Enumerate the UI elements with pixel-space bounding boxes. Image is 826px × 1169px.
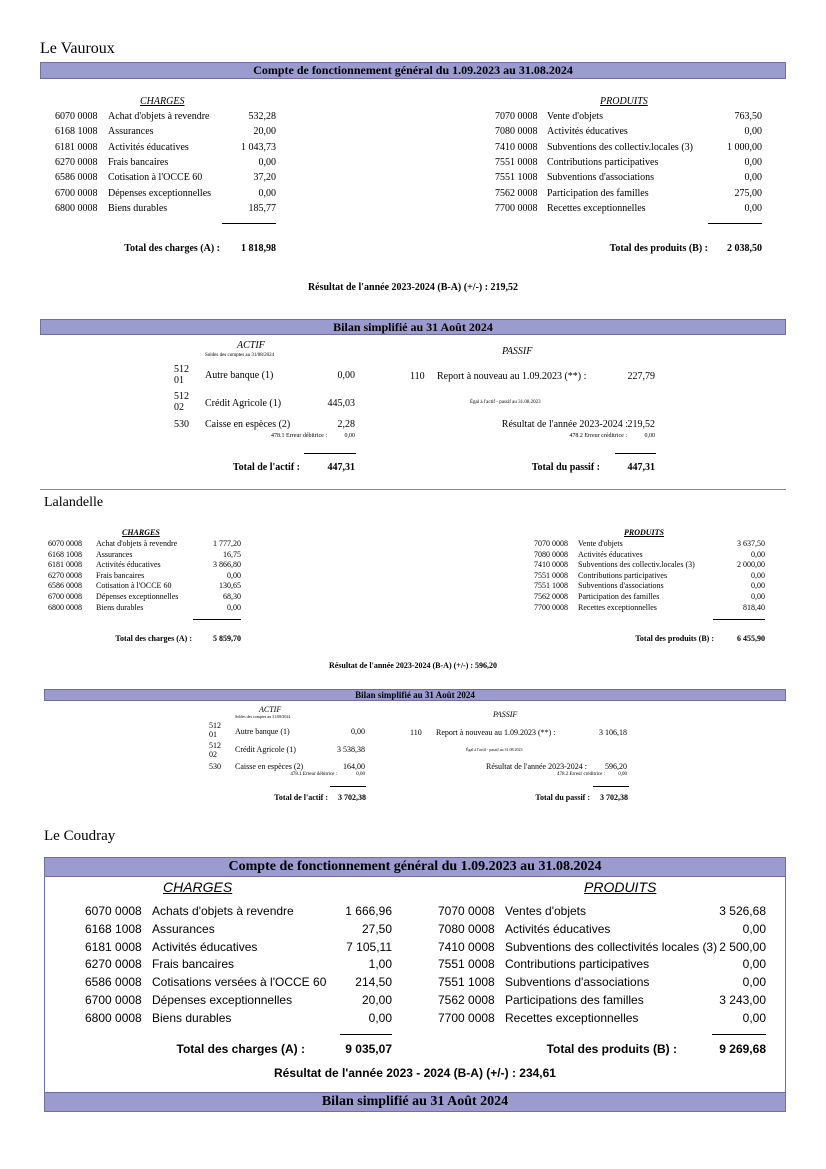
account-amount: 16,75	[223, 549, 241, 559]
account-amount: 763,50	[734, 111, 762, 122]
account-code: 6270 0008	[55, 156, 98, 168]
account-title-bar: Compte de fonctionnement général du 1.09.2023 au 31.08.2024	[44, 857, 786, 877]
account-amount: 532,28	[248, 111, 276, 122]
report-label: Report à nouveau au 1.09.2023 (**) :	[436, 728, 556, 737]
report-amount: 3 106,18	[599, 728, 627, 737]
total-produits-label: Total des produits (B) :	[609, 243, 708, 254]
account-amount: 20,00	[253, 126, 276, 138]
erreur-creditrice-value: 0,00	[618, 772, 627, 777]
total-charges-label: Total des charges (A) :	[124, 243, 220, 254]
account-label: Vente d'objets	[578, 539, 623, 548]
bilan-title-bar: Bilan simplifié au 31 Août 2024	[40, 319, 786, 335]
account-amount: 0,00	[742, 1010, 766, 1025]
school-name: Le Coudray	[44, 828, 116, 844]
resultat-line: Résultat de l'année 2023 - 2024 (B-A) (+/-) : 234,61	[274, 1066, 556, 1080]
account-label: Subventions d'associations	[578, 581, 664, 591]
actif-amount-2: 445,03	[327, 398, 355, 409]
account-label: Recettes exceptionnelles	[505, 1010, 639, 1025]
produits-header: PRODUITS	[624, 528, 665, 537]
total-charges-label: Total des charges (A) :	[176, 1042, 305, 1056]
account-code: 6800 0008	[55, 202, 98, 214]
account-code: 7700 0008	[534, 602, 568, 612]
actif-code-3: 530	[209, 762, 221, 771]
report-code: 110	[410, 371, 425, 382]
account-code: 7551 1008	[495, 172, 538, 184]
total-produits-label: Total des produits (B) :	[635, 634, 714, 643]
actif-amount-3: 2,28	[337, 419, 355, 430]
account-amount: 0,00	[742, 975, 766, 990]
bilan-title-bar: Bilan simplifié au 31 Août 2024	[44, 1092, 786, 1112]
account-label: Cotisation à l'OCCE 60	[96, 581, 172, 591]
account-amount: 3 243,00	[719, 993, 766, 1007]
actif-amount-1: 0,00	[351, 727, 365, 736]
produits-header: PRODUITS	[600, 96, 648, 107]
charges-header: CHARGES	[140, 96, 185, 107]
account-amount: 0,00	[368, 1010, 392, 1025]
actif-code-2: 512 02	[174, 391, 189, 413]
account-title-bar: Compte de fonctionnement général du 1.09.2023 au 31.08.2024	[40, 62, 786, 79]
total-charges-label: Total des charges (A) :	[115, 634, 192, 643]
account-code: 7410 0008	[438, 939, 495, 954]
account-label: Subventions des collectivités locales (3)	[505, 939, 718, 954]
account-label: Biens durables	[96, 602, 144, 612]
account-amount: 3 526,68	[719, 904, 766, 918]
account-code: 7410 0008	[534, 560, 568, 570]
account-amount: 3 866,80	[213, 560, 241, 570]
account-code: 6800 0008	[48, 602, 82, 612]
account-label: Subventions des collectiv.locales (3)	[578, 560, 695, 570]
school-name: Le Vauroux	[40, 40, 115, 57]
account-label: Achats d'objets à revendre	[152, 904, 294, 918]
erreur-debitrice-value: 0,00	[344, 433, 355, 439]
erreur-debitrice-value: 0,00	[356, 772, 365, 777]
account-code: 6270 0008	[85, 957, 142, 972]
bilan-title-bar: Bilan simplifié au 31 Août 2024	[44, 689, 786, 701]
actif-subheader: Soldes des comptes au 31/08/2024	[235, 714, 291, 719]
account-label: Activités éducatives	[152, 939, 258, 954]
account-amount: 0,00	[744, 202, 762, 214]
account-code: 7562 0008	[495, 187, 538, 199]
account-code: 7551 0008	[495, 156, 538, 168]
total-passif-label: Total du passif :	[531, 462, 600, 473]
account-amount: 0,00	[258, 187, 276, 199]
account-code: 6181 0008	[85, 939, 142, 954]
account-amount: 0,00	[744, 156, 762, 168]
total-passif-value: 447,31	[627, 462, 655, 473]
account-code: 6586 0008	[55, 172, 98, 184]
actif-label-2: Crédit Agricole (1)	[205, 398, 282, 409]
account-code: 6070 0008	[48, 539, 82, 548]
account-amount: 37,20	[253, 172, 276, 184]
total-actif-value: 447,31	[327, 462, 355, 473]
resultat-annee-label: Résultat de l'année 2023-2024 :	[486, 762, 587, 771]
charges-header: CHARGES	[122, 528, 160, 537]
erreur-debitrice-label: 478.1 Erreur débitrice :	[271, 433, 327, 439]
account-code: 7700 0008	[495, 202, 538, 214]
actif-header: ACTIF	[237, 340, 265, 351]
passif-header: PASSIF	[502, 346, 533, 357]
account-code: 7070 0008	[495, 111, 538, 122]
erreur-creditrice-label: 478.2 Erreur créditrice :	[569, 433, 627, 439]
total-produits-value: 6 455,90	[737, 634, 765, 643]
account-label: Cotisations versées à l'OCCE 60	[152, 975, 327, 990]
actif-subheader: Soldes des comptes au 31/08/2024	[205, 353, 275, 358]
account-code: 6168 1008	[85, 921, 142, 936]
account-code: 7562 0008	[534, 592, 568, 601]
report-code: 110	[410, 728, 422, 737]
account-label: Achat d'objets à revendre	[108, 111, 210, 122]
account-label: Assurances	[108, 126, 154, 138]
resultat-line: Résultat de l'année 2023-2024 (B-A) (+/-) : 596,20	[328, 661, 498, 670]
total-produits-value: 2 038,50	[727, 243, 762, 254]
resultat-annee-amount: 219,52	[627, 419, 655, 430]
resultat-line: Résultat de l'année 2023-2024 (B-A) (+/-) : 219,52	[307, 282, 519, 293]
egal-note: Égal à l'actif - passif au 31.08.2023	[470, 400, 541, 405]
account-code: 6168 1008	[48, 549, 82, 559]
account-code: 7080 0008	[534, 549, 568, 559]
account-amount: 185,77	[248, 202, 276, 214]
account-label: Dépenses exceptionnelles	[152, 993, 293, 1007]
account-amount: 2 000,00	[737, 560, 765, 570]
account-amount: 7 105,11	[346, 939, 392, 954]
account-label: Subventions d'associations	[505, 975, 650, 990]
account-label: Subventions d'associations	[547, 172, 655, 184]
account-amount: 0,00	[744, 172, 762, 184]
account-code: 6700 0008	[55, 187, 98, 199]
account-code: 7700 0008	[438, 1010, 495, 1025]
account-code: 6700 0008	[85, 993, 142, 1007]
actif-code-1: 512 01	[209, 721, 221, 739]
account-amount: 0,00	[744, 126, 762, 138]
account-code: 7080 0008	[438, 921, 495, 936]
account-amount: 1 666,96	[345, 904, 392, 918]
account-amount: 0,00	[742, 957, 766, 972]
total-actif-value: 3 702,38	[338, 793, 366, 802]
account-amount: 0,00	[227, 570, 241, 580]
account-code: 7410 0008	[495, 141, 538, 153]
erreur-creditrice-value: 0,00	[644, 433, 655, 439]
total-actif-label: Total de l'actif :	[232, 462, 300, 473]
account-label: Activités éducatives	[578, 549, 643, 559]
account-code: 6586 0008	[48, 581, 82, 591]
actif-amount-2: 3 538,38	[337, 745, 365, 754]
account-label: Participation des familles	[547, 187, 649, 199]
total-charges-value: 5 859,70	[213, 634, 241, 643]
total-produits-label: Total des produits (B) :	[546, 1042, 677, 1056]
account-amount: 0,00	[751, 549, 765, 559]
account-code: 7070 0008	[534, 539, 568, 548]
account-label: Frais bancaires	[152, 957, 235, 972]
account-amount: 0,00	[751, 570, 765, 580]
account-amount: 1 777,20	[213, 539, 241, 548]
account-code: 7070 0008	[438, 904, 495, 918]
account-code: 7562 0008	[438, 993, 495, 1007]
account-code: 6181 0008	[48, 560, 82, 570]
account-amount: 20,00	[361, 993, 392, 1007]
account-label: Assurances	[152, 921, 215, 936]
account-label: Vente d'objets	[547, 111, 603, 122]
account-label: Ventes d'objets	[505, 904, 587, 918]
account-code: 7551 0008	[438, 957, 495, 972]
account-label: Recettes exceptionnelles	[547, 202, 646, 214]
produits-header: PRODUITS	[584, 879, 657, 895]
account-code: 6070 0008	[55, 111, 98, 122]
account-label: Achat d'objets à revendre	[96, 539, 178, 548]
actif-label-3: Caisse en espèces (2)	[205, 419, 291, 430]
account-label: Recettes exceptionnelles	[578, 602, 657, 612]
account-amount: 818,40	[743, 602, 765, 612]
account-label: Activités éducatives	[96, 560, 161, 570]
account-code: 6270 0008	[48, 570, 82, 580]
total-actif-label: Total de l'actif :	[274, 793, 328, 802]
account-code: 6586 0008	[85, 975, 142, 990]
account-amount: 68,30	[223, 592, 241, 601]
resultat-annee-label: Résultat de l'année 2023-2024 :	[501, 419, 628, 430]
total-charges-value: 9 035,07	[345, 1042, 392, 1056]
resultat-annee-amount: 596,20	[605, 762, 627, 771]
account-code: 7080 0008	[495, 126, 538, 138]
account-code: 6700 0008	[48, 592, 82, 601]
account-label: Subventions des collectiv.locales (3)	[547, 141, 693, 153]
account-label: Assurances	[96, 549, 133, 559]
charges-header: CHARGES	[163, 879, 233, 895]
actif-amount-1: 0,00	[337, 370, 355, 381]
account-label: Contributions participatives	[505, 957, 650, 972]
account-amount: 130,65	[219, 581, 241, 591]
account-amount: 214,50	[355, 975, 392, 990]
account-code: 7551 1008	[534, 581, 568, 591]
total-charges-value: 1 818,98	[241, 243, 276, 254]
actif-amount-3: 164,00	[343, 762, 365, 771]
account-label: Dépenses exceptionnelles	[96, 592, 179, 601]
account-label: Activités éducatives	[108, 141, 189, 153]
account-amount: 0,00	[227, 602, 241, 612]
actif-label-2: Crédit Agricole (1)	[235, 745, 296, 754]
actif-header: ACTIF	[259, 705, 282, 714]
account-amount: 0,00	[751, 581, 765, 591]
account-label: Cotisation à l'OCCE 60	[108, 172, 203, 184]
account-label: Activités éducatives	[547, 126, 628, 138]
account-code: 6800 0008	[85, 1010, 142, 1025]
actif-code-1: 512 01	[174, 364, 189, 386]
total-passif-value: 3 702,38	[600, 793, 628, 802]
account-amount: 1,00	[368, 957, 392, 972]
report-amount: 227,79	[627, 371, 655, 382]
report-label: Report à nouveau au 1.09.2023 (**) :	[437, 371, 587, 382]
account-code: 7551 0008	[534, 570, 568, 580]
account-amount: 1 000,00	[727, 141, 762, 153]
egal-note: Égal à l'actif - passif au 31.08.2023	[466, 747, 523, 752]
account-label: Contributions participatives	[547, 156, 659, 168]
account-amount: 0,00	[751, 592, 765, 601]
account-label: Biens durables	[152, 1010, 232, 1025]
account-label: Contributions participatives	[578, 570, 668, 580]
actif-label-1: Autre banque (1)	[235, 727, 290, 736]
actif-code-3: 530	[174, 419, 189, 430]
actif-label-1: Autre banque (1)	[205, 370, 274, 381]
account-code: 6070 0008	[85, 904, 142, 918]
account-label: Participation des familles	[578, 592, 660, 601]
account-amount: 2 500,00	[719, 939, 766, 954]
account-label: Frais bancaires	[96, 570, 145, 580]
account-label: Dépenses exceptionnelles	[108, 187, 212, 199]
account-amount: 1 043,73	[241, 141, 276, 153]
erreur-creditrice-label: 478.2 Erreur créditrice :	[556, 772, 605, 777]
account-code: 6181 0008	[55, 141, 98, 153]
account-amount: 0,00	[258, 156, 276, 168]
account-code: 6168 1008	[55, 126, 98, 138]
account-amount: 27,50	[361, 921, 392, 936]
actif-label-3: Caisse en espèces (2)	[235, 762, 304, 771]
account-amount: 0,00	[742, 921, 766, 936]
account-code: 7551 1008	[438, 975, 495, 990]
erreur-debitrice-label: 478.1 Erreur débitrice :	[290, 772, 337, 777]
account-label: Biens durables	[108, 202, 168, 214]
school-name: Lalandelle	[44, 495, 104, 510]
total-produits-value: 9 269,68	[719, 1042, 766, 1056]
total-passif-label: Total du passif :	[535, 793, 590, 802]
account-label: Activités éducatives	[505, 921, 611, 936]
actif-code-2: 512 02	[209, 741, 221, 759]
passif-header: PASSIF	[493, 710, 518, 719]
account-label: Frais bancaires	[108, 156, 169, 168]
account-amount: 275,00	[734, 187, 762, 199]
account-amount: 3 637,50	[737, 539, 765, 548]
account-label: Participations des familles	[505, 993, 644, 1007]
